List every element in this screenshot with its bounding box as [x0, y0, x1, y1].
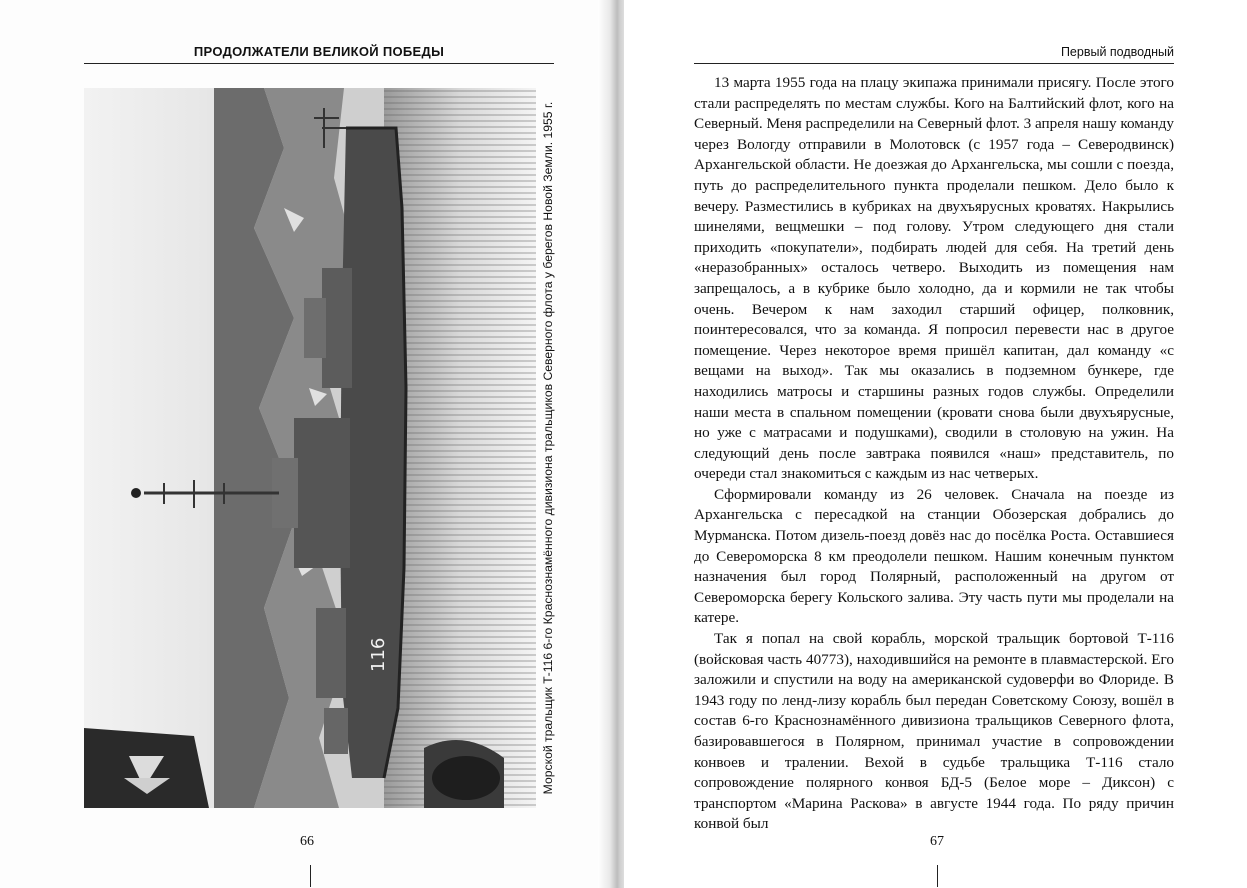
paragraph: Так я попал на свой корабль, морской тральщик бортовой Т-116 (войсковая часть 40773), находившийся на ремонте в плавмастерской. Его заложили и спустили на воду на американской судоверфи во Флориде. В 1943 году по ленд-лизу корабль был передан Советскому Союзу, вошёл в состав 6-го Краснознамённого дивизиона тральщиков Северного флота, базировавшегося в Полярном, принимал участие в сопровождении конвоев и тралении. Вехой в судьбе тральщика Т-116 стало сопровождение полярного конвоя БД-5 (Белое море – Диксон) с транспортом «Марина Раскова» в августе 1944 года. По ряду причин конвой был: [694, 630, 1174, 833]
photo-caption-box: [538, 88, 558, 808]
right-page: [624, 0, 1247, 888]
header-rule-left: [84, 63, 554, 64]
hull-number: 116: [368, 637, 389, 672]
header-rule-right: [694, 63, 1174, 64]
running-head-left: ПРОДОЛЖАТЕЛИ ВЕЛИКОЙ ПОБЕДЫ: [193, 44, 445, 59]
page-number-left: 66: [300, 834, 314, 849]
crop-mark-left: [310, 865, 311, 887]
running-head-right: Первый подводный: [1060, 45, 1174, 59]
body-text: [694, 73, 1174, 835]
paragraph: 13 марта 1955 года на плацу экипажа принимали присягу. После этого стали распределять по местам службы. Кого на Балтийский флот, кого на Северный. Меня распределили на Северный флот. 3 апреля нашу команду через Вологду отправили в Молотовск (с 1957 года – Северодвинск) Архангельской области. Не доезжая до Архангельска, мы сошли с поезда, путь до распределительного пункта проделали пешком. Дело было к вечеру. Разместились в кубриках на двухъярусных кроватях. Накрылись шинелями, вещмешки – под голову. Утром следующего дня стали приходить «покупатели», подбирать людей для себя. На третий день «неразобранных» осталось четверо. Выходить из помещения нам запрещалось, а в кубрике было холодно, да и кормили не так чтобы очень. Вечером к нам заходил старший офицер, полковник, поинтересовался, что за команда. Я попросил перевести нас в другое помещение. Через некоторое время пришёл капитан, дал команду «с вещами на выход». Так мы оказались в подземном бункере, где находились матросы и старшины разных годов службы. Определили наши места в спальном помещении (кровати снова были двухъярусные, но уже с матрасами и подушками), сводили в столовую на ужин. На следующий день после завтрака появился «наш» представитель, по очереди стал знакомиться с каждым из нас четверых.: [694, 74, 1174, 483]
left-page: [0, 0, 612, 888]
photo-caption: Морской тральщик Т-116 6-го Краснознамённого дивизиона тральщиков Северного флота у берегов Новой Земли. 1955 г.: [541, 101, 555, 795]
ship-photo-illustration: [84, 88, 536, 808]
ship-photo: [84, 88, 536, 808]
crop-mark-right: [937, 865, 938, 887]
page-number-right: 67: [930, 834, 944, 849]
paragraph: Сформировали команду из 26 человек. Сначала на поезде из Архангельска с пересадкой на станции Обозерская добрались до Мурманска. Потом дизель-поезд довёз нас до посёлка Роста. Оставшиеся до Североморска 8 км преодолели пешком. Нашим конечным пунктом назначения был город Полярный, расположенный на другом от Североморска берегу Кольского залива. Эту часть пути мы проделали на катере.: [694, 485, 1174, 627]
